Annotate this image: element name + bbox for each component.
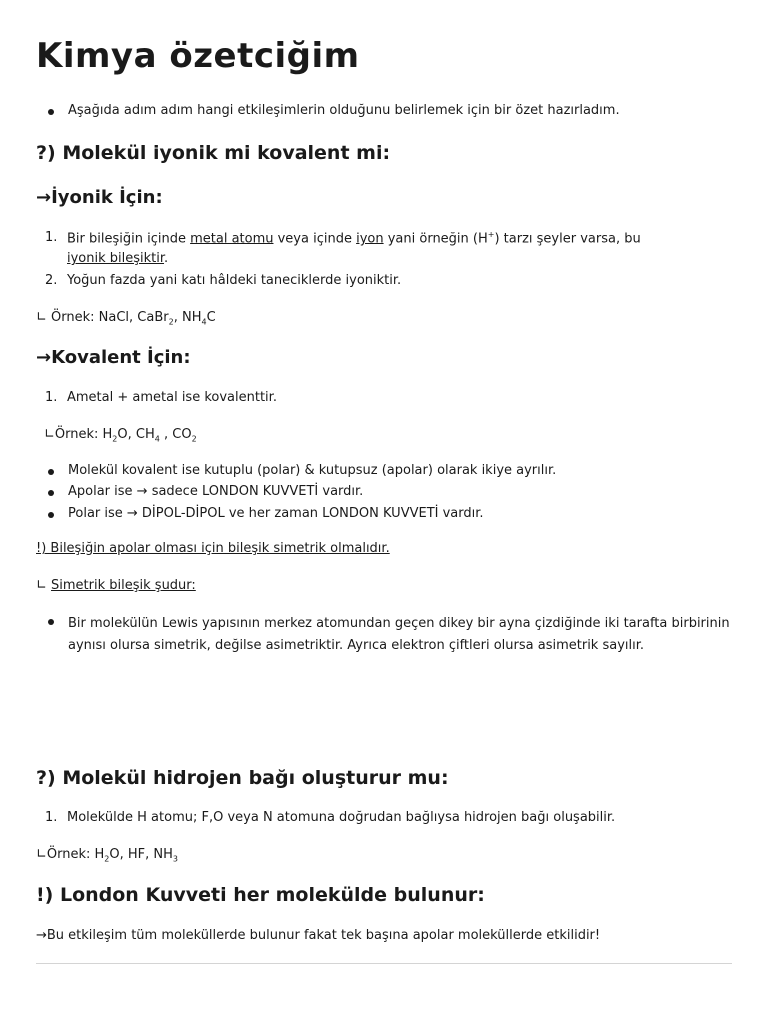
- ionic-example: ∟ Örnek: NaCl, CaBr$_2$, $NH_4C$: [36, 310, 216, 327]
- intro-bullet: Aşağıda adım adım hangi etkileşimlerin olduğunu belirlemek için bir özet hazırladım.: [68, 103, 620, 118]
- covalent-bullet: Apolar ise → sadece LONDON KUVVETİ vardır.: [68, 484, 364, 499]
- covalent-bullet: Polar ise → DİPOL-DİPOL ve her zaman LONDON KUVVETİ vardır.: [68, 506, 484, 521]
- hbond-example: ∟Örnek: $H_2O$, HF, $NH_3$: [36, 847, 178, 864]
- covalent-item-1: 1. Ametal + ametal ise kovalenttir.: [45, 390, 277, 405]
- q1-heading: ?) Molekül iyonik mi kovalent mi:: [36, 142, 391, 164]
- ionic-item-2: 2. Yoğun fazda yani katı hâldeki taneciklerde iyoniktir.: [45, 273, 402, 288]
- ionic-item-1-cont: iyonik bileşiktir.: [67, 251, 169, 266]
- london-heading: !) London Kuvveti her molekülde bulunur:: [36, 884, 485, 906]
- list-number: 1.: [45, 230, 58, 245]
- q2-heading: ?) Molekül hidrojen bağı oluşturur mu:: [36, 767, 449, 789]
- covalent-bullet: Molekül kovalent ise kutuplu (polar) & kutupsuz (apolar) olarak ikiye ayrılır.: [68, 463, 557, 478]
- covalent-example: ∟Örnek: $H_2O$, $CH_4$ , $CO_2$: [44, 427, 197, 444]
- hbond-item-1: 1. Molekülde H atomu; F,O veya N atomuna doğrudan bağlıysa hidrojen bağı oluşabilir.: [45, 810, 616, 825]
- symmetry-note: !) Bileşiğin apolar olması için bileşik simetrik olmalıdır.: [36, 541, 390, 556]
- divider: [36, 963, 732, 964]
- covalent-heading: →Kovalent İçin:: [36, 347, 191, 368]
- symmetric-text: Bir molekülün Lewis yapısının merkez atomundan geçen dikey bir ayna çizdiğinde iki tarafta birbirinin aynısı olursa simetrik, değilse asimetriktir. Ayrıca elektron çiftleri olursa asimetrik sayılır.: [68, 613, 732, 656]
- ionic-heading: →İyonik İçin:: [36, 187, 163, 208]
- list-number: 2.: [45, 273, 58, 288]
- london-text: →Bu etkileşim tüm moleküllerde bulunur fakat tek başına apolar moleküllerde etkilidir!: [36, 928, 601, 943]
- page-title: Kimya özetciğim: [36, 36, 360, 76]
- list-number: 1.: [45, 390, 58, 405]
- list-number: 1.: [45, 810, 58, 825]
- symmetric-heading: ∟ Simetrik bileşik şudur:: [36, 578, 196, 593]
- ionic-item-1: 1. Bir bileşiğin içinde metal atomu veya içinde iyon yani örneğin (H+) tarzı şeyler varsa, bu: [45, 230, 641, 247]
